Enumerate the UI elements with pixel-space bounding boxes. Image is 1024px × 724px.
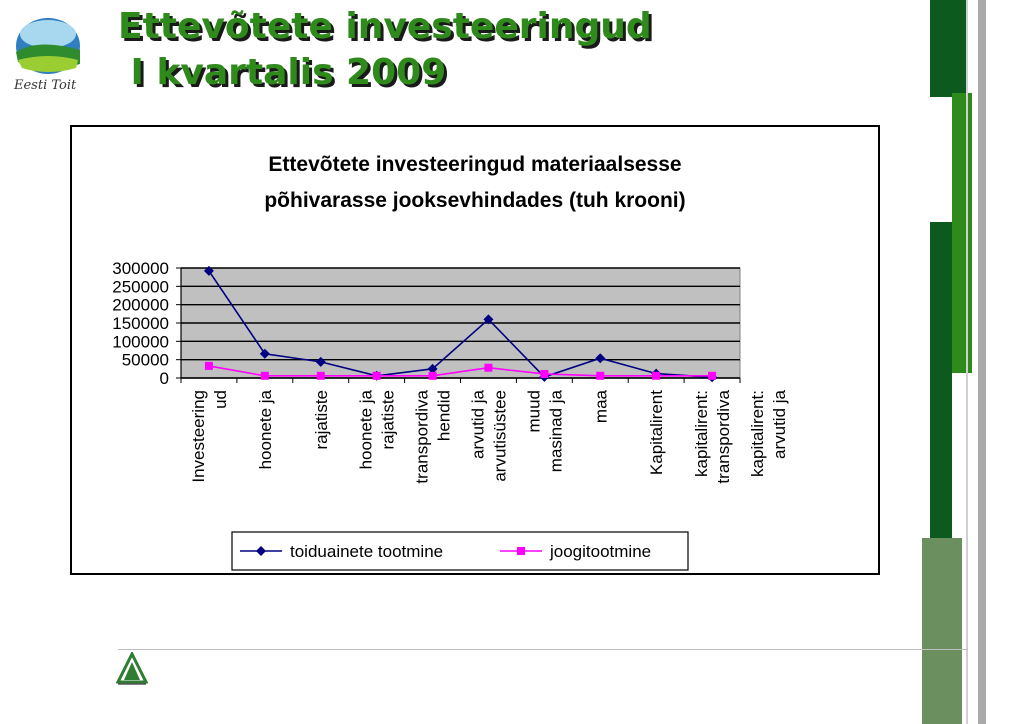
- data-point: [373, 372, 381, 380]
- data-point: [429, 372, 437, 380]
- data-point: [484, 364, 492, 372]
- x-category-label: Investeering: [188, 390, 208, 483]
- x-category-label: muud: [524, 390, 544, 433]
- data-point: [540, 370, 548, 378]
- x-category-label: arvutid ja: [769, 390, 789, 459]
- chart-title-line-1: Ettevõtete investeeringud materiaalsesse: [268, 153, 682, 176]
- x-category-label: hoonete ja: [356, 390, 376, 470]
- y-tick-label: 50000: [121, 350, 169, 370]
- y-tick-label: 200000: [112, 295, 169, 315]
- legend-label: toiduainete tootmine: [290, 542, 444, 561]
- data-point: [261, 372, 269, 380]
- x-category-label: transpordiva: [412, 390, 432, 484]
- data-point: [596, 372, 604, 380]
- y-tick-label: 300000: [112, 259, 169, 278]
- x-category-label: arvutisüstee: [490, 390, 510, 482]
- x-category-label: Kapitalirent: [647, 390, 667, 476]
- logo-text: Eesti Toit: [14, 78, 77, 93]
- decor-bar-5: [978, 0, 986, 724]
- decor-line-thin: [966, 0, 968, 724]
- x-category-label: arvutid ja: [468, 390, 488, 459]
- x-category-label: rajatiste: [378, 390, 398, 450]
- y-tick-label: 150000: [112, 314, 169, 333]
- data-point: [652, 372, 660, 380]
- x-category-label: kapitalirent:: [747, 390, 767, 477]
- x-category-label: rajatiste: [311, 390, 331, 450]
- legend-marker: [517, 547, 525, 555]
- x-category-label: masinad ja: [546, 390, 566, 473]
- footer-logo-icon: [116, 652, 148, 686]
- decor-bar-1: [930, 0, 968, 97]
- data-point: [205, 362, 213, 370]
- decor-bar-2: [952, 93, 972, 373]
- slide-title: Ettevõtete investeeringud I kvartalis 2009: [118, 6, 652, 93]
- x-category-label: hoonete ja: [255, 390, 275, 470]
- chart-title-line-2: põhivarasse jooksevhindades (tuh krooni): [264, 189, 686, 212]
- footer-divider: [118, 649, 968, 650]
- data-point: [317, 372, 325, 380]
- x-category-label: kapitalirent:: [692, 390, 712, 477]
- y-tick-label: 250000: [112, 277, 169, 297]
- chart-frame: [70, 125, 880, 575]
- y-tick-label: 100000: [112, 332, 169, 352]
- x-category-label: ud: [210, 390, 230, 409]
- legend-label: joogitootmine: [550, 542, 652, 561]
- x-category-label: hendid: [434, 390, 454, 442]
- decor-bar-3: [930, 222, 952, 587]
- x-category-label: transpordiva: [714, 390, 734, 484]
- data-point: [708, 372, 716, 380]
- decor-bar-4: [922, 538, 962, 724]
- x-category-label: maa: [591, 390, 611, 424]
- y-tick-label: 0: [159, 369, 169, 388]
- line-chart: [72, 127, 878, 573]
